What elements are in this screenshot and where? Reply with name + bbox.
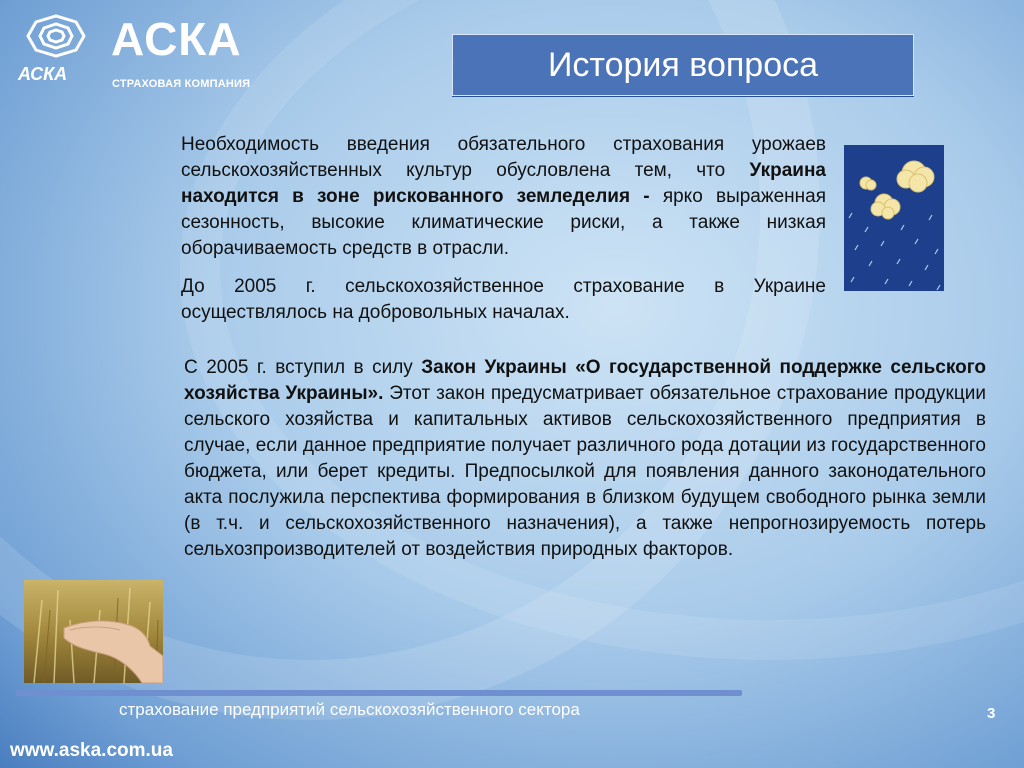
- rain-clouds-image: [844, 145, 944, 291]
- hand-with-wheat-image: [24, 580, 163, 683]
- footer-divider: [16, 690, 742, 696]
- paragraph-text: С 2005 г. вступил в силу: [184, 357, 422, 378]
- logo-subtitle: СТРАХОВАЯ КОМПАНИЯ: [112, 78, 251, 90]
- paragraph-text: Этот закон предусматривает обязательное страхование продукции сельского хозяйства и капитальных активов сельскохозяйственного предприятия в случае, если данное предприятие получает различного рода дотации из государственного бюджета, или берет кредиты. Предпосылкой для появления данного законодательного акта послужила перспектива формирования в близком будущем свободного рынка земли (в т.ч. и сельскохозяйственного назначения), а также непрогнозируемость потерь сельхозпроизводителей от воздействия природных факторов.: [184, 383, 986, 560]
- law-name-bold: Закон Украины «О государственной поддержке сельского хозяйства Украины».: [184, 357, 986, 404]
- page-number: 3: [987, 705, 996, 722]
- slide-title-box: [452, 34, 914, 96]
- aska-logo-icon: [16, 14, 96, 84]
- slide-title: История вопроса: [547, 45, 819, 84]
- paragraph-text: ярко выраженная сезонность, высокие климатические риски, а также низкая оборачиваемость средств в отрасли.: [181, 186, 826, 259]
- paragraph-necessity: [181, 132, 826, 262]
- company-logo: [16, 13, 266, 90]
- website-url[interactable]: www.aska.com.ua: [10, 740, 173, 761]
- paragraph-before-2005: До 2005 г. сельскохозяйственное страхование в Украине осуществлялось на добровольных началах.: [181, 276, 826, 323]
- paragraph-bold-text: Украина находится в зоне рискованного земледелия -: [181, 160, 826, 207]
- logo-name: АСКА: [111, 13, 242, 65]
- footer-caption: страхование предприятий сельскохозяйственного сектора: [119, 700, 580, 719]
- svg-text:АСКА: АСКА: [18, 64, 68, 84]
- paragraph-law: [184, 355, 986, 563]
- paragraph-text: Необходимость введения обязательного страхования урожаев сельскохозяйственных культур обусловлена тем, что: [181, 134, 826, 181]
